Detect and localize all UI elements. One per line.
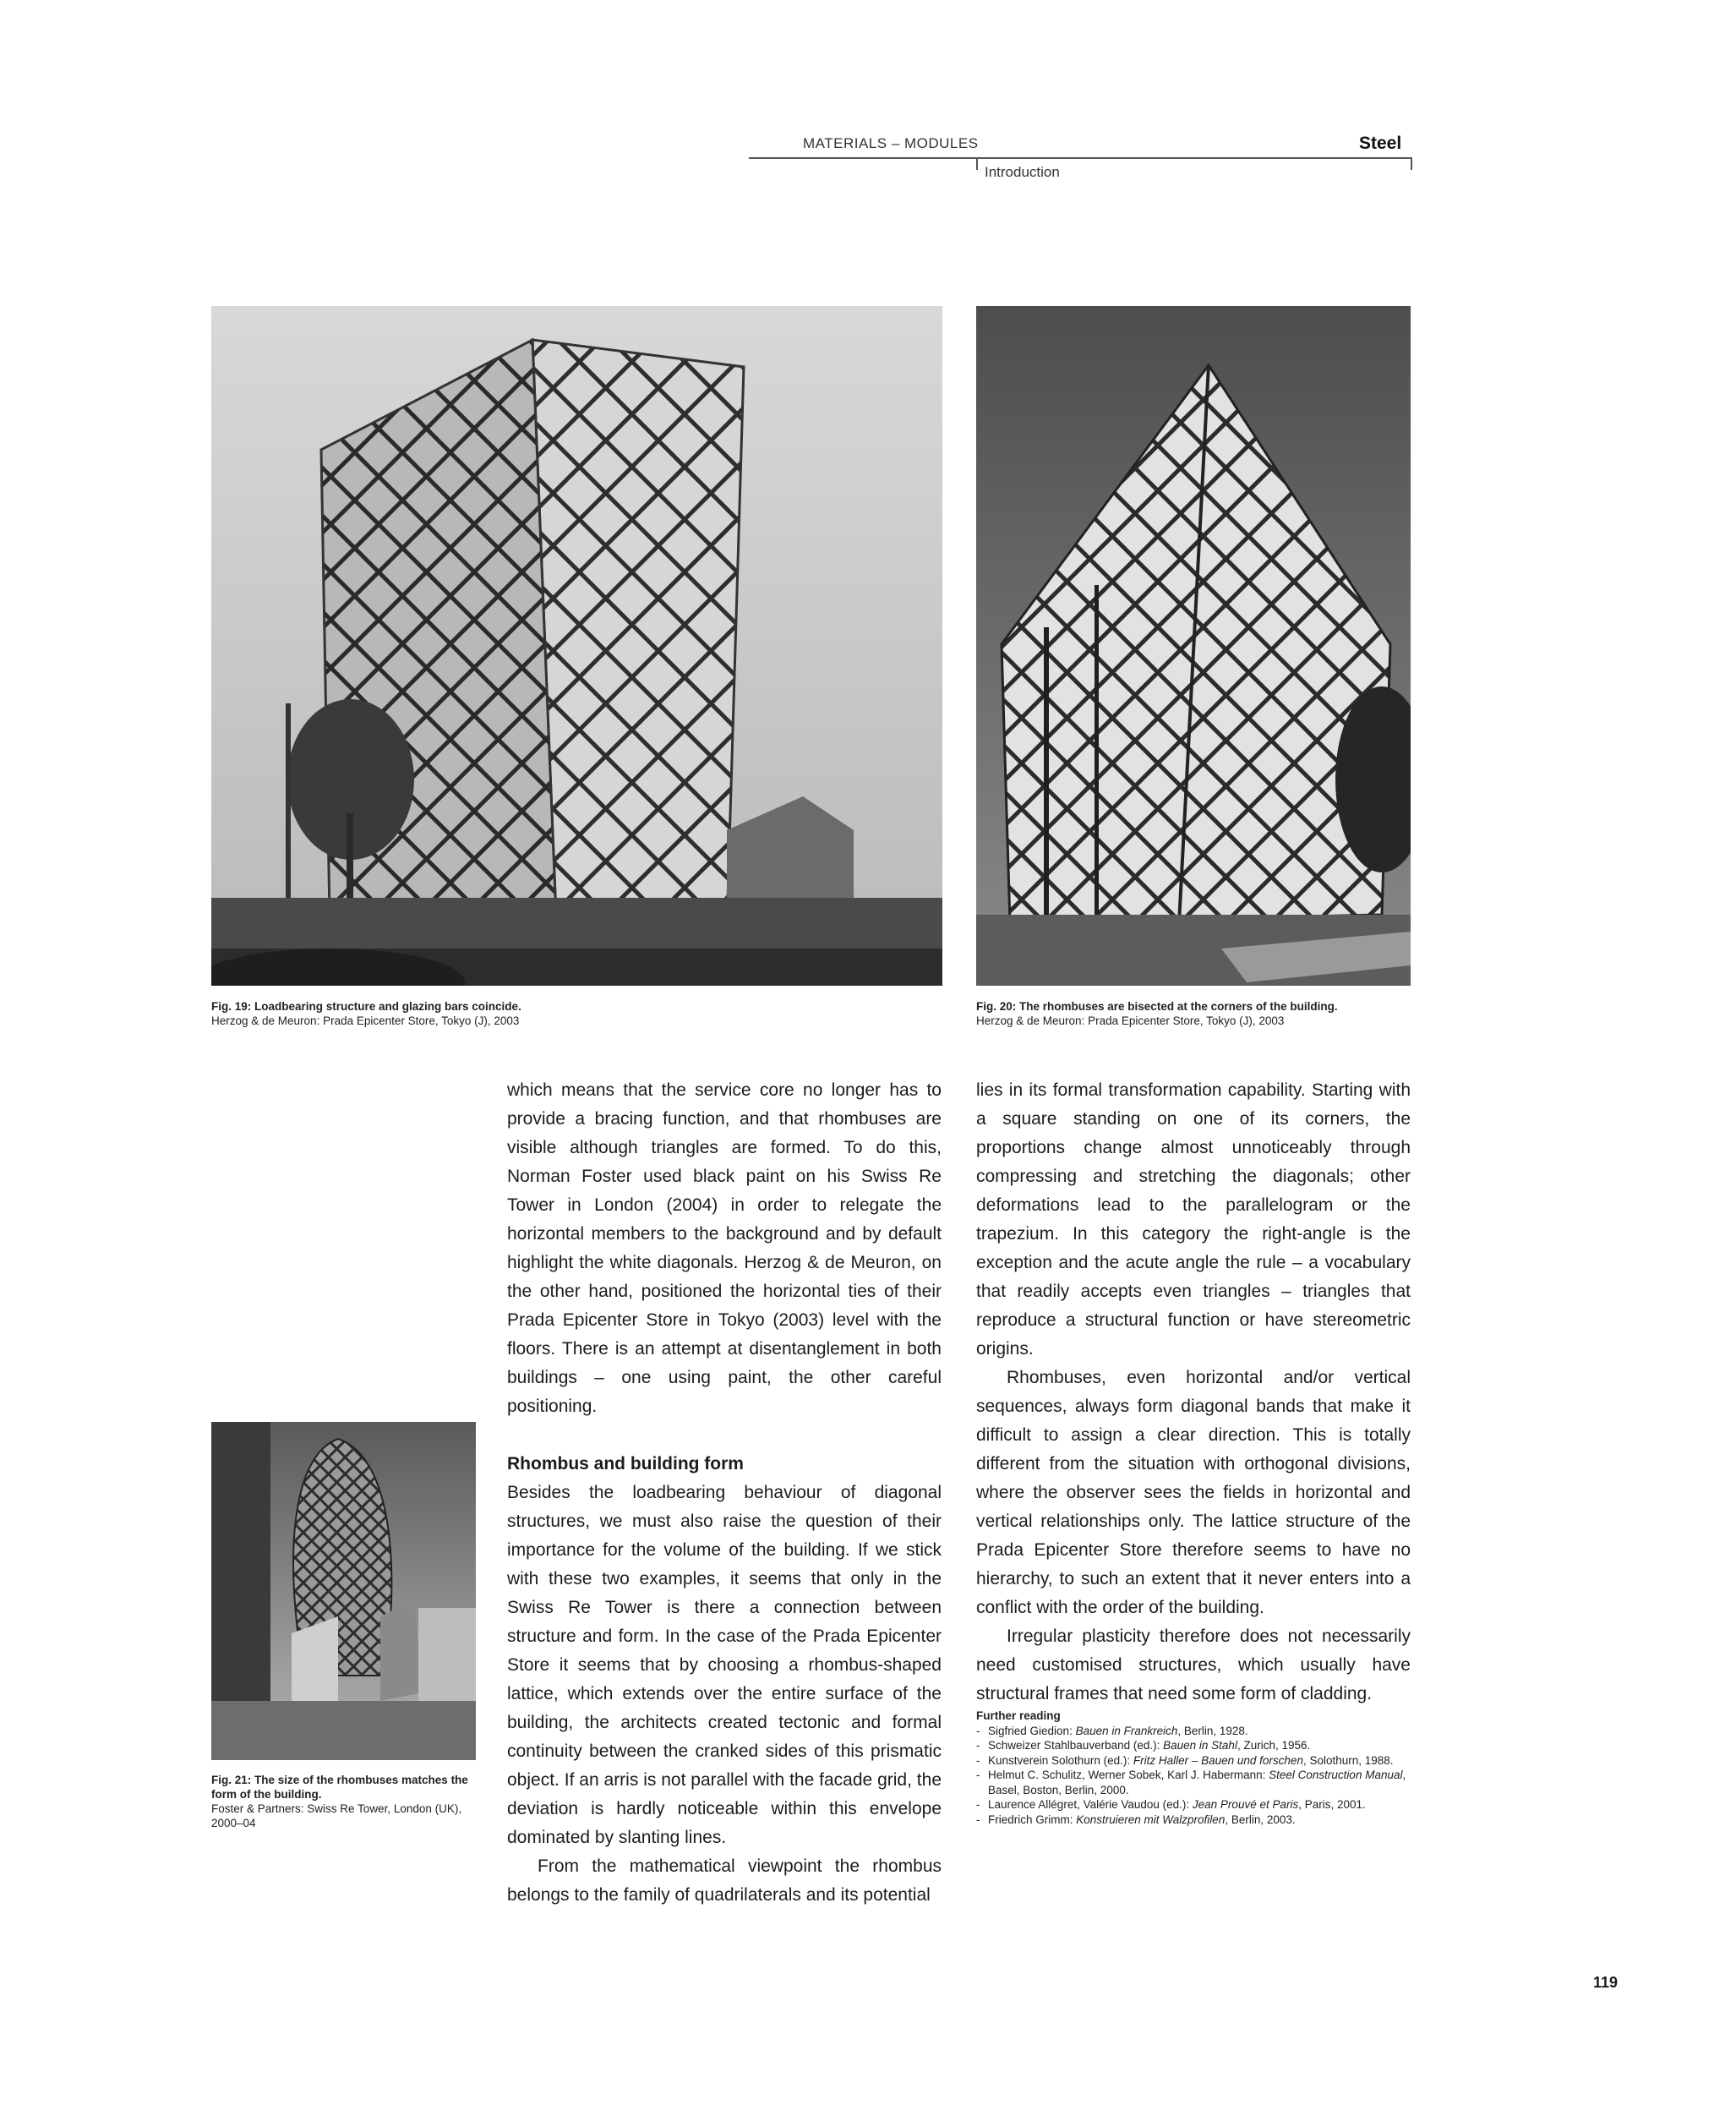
further-reading xyxy=(976,1709,1416,1827)
header-rule xyxy=(749,157,1412,159)
fig20-photo xyxy=(976,306,1411,986)
body-paragraph: Rhombuses, even horizontal and/or vertical sequences, always form diagonal bands that make it difficult to assign a clear direction. This is totally different from the situation with orthogonal divisions, where the observer sees the fields in horizontal and vertical relationships only. The lattice structure of the Prada Epicenter Store therefore seems to have no hierarchy, to such an extent that it never enters into a conflict with the order of the building. xyxy=(976,1368,1411,1617)
body-paragraph: From the mathematical viewpoint the rhombus belongs to the family of quadrilaterals and its potential xyxy=(507,1856,942,1905)
further-reading-list xyxy=(976,1724,1416,1828)
body-column-2 xyxy=(976,1076,1411,1709)
running-header-title: Steel xyxy=(1359,134,1402,153)
fig19-credit: Herzog & de Meuron: Prada Epicenter Store, Tokyo (J), 2003 xyxy=(211,1014,520,1027)
fig21-credit: Foster & Partners: Swiss Re Tower, London (UK), 2000–04 xyxy=(211,1802,462,1829)
paragraph-gap xyxy=(507,1421,942,1450)
body-paragraph: Irregular plasticity therefore does not necessarily need customised structures, which usually have structural frames that need some form of cladding. xyxy=(976,1627,1411,1703)
fig21-photo xyxy=(211,1422,476,1760)
body-paragraph: lies in its formal transformation capability. Starting with a square standing on one of its corners, the proportions change almost unnoticeably through compressing and stretching the diagonals; other deformations lead to the parallelogram or the trapezium. In this category the right-angle is the exception and the acute angle the rule – a vocabulary that readily accepts even triangles – triangles that reproduce a structural function or have stereometric origins. xyxy=(976,1080,1411,1359)
reading-item: - Laurence Allégret, Valérie Vaudou (ed.): Jean Prouvé et Paris, Paris, 2001. xyxy=(976,1797,1416,1813)
reading-item: - Friedrich Grimm: Konstruieren mit Walzprofilen, Berlin, 2003. xyxy=(976,1813,1416,1828)
fig20-credit: Herzog & de Meuron: Prada Epicenter Store, Tokyo (J), 2003 xyxy=(976,1014,1285,1027)
page-number: 119 xyxy=(1593,1974,1619,1991)
header-rule-tick xyxy=(976,158,978,170)
fig21-caption xyxy=(211,1773,482,1830)
fig19-caption xyxy=(211,999,718,1028)
body-paragraph: which means that the service core no longer has to provide a bracing function, and that rhombuses are visible although triangles are formed. To do this, Norman Foster used black paint on his Swiss Re Tower in London (2004) in order to relegate the horizontal members to the background and by default highlight the white diagonals. Herzog & de Meuron, on the other hand, positioned the horizontal ties of their Prada Epicenter Store in Tokyo (2003) level with the floors. There is an attempt at disentanglement in both buildings – one using paint, the other careful positioning. xyxy=(507,1080,942,1416)
body-paragraph: Besides the loadbearing behaviour of diagonal structures, we must also raise the question of their importance for the volume of the building. If we stick with these two examples, it seems that only in the Swiss Re Tower is there a connection between structure and form. In the case of the Prada Epicenter Store it seems that by choosing a rhombus-shaped lattice, which extends over the entire surface of the building, the architects created tectonic and formal continuity between the cranked sides of this prismatic object. If an arris is not parallel with the facade grid, the deviation is hardly noticeable within this envelope dominated by slanting lines. xyxy=(507,1483,942,1847)
header-rule-tick xyxy=(1411,158,1412,170)
reading-item: - Schweizer Stahlbauverband (ed.): Bauen in Stahl, Zurich, 1956. xyxy=(976,1738,1416,1753)
fig20-caption-title: Fig. 20: The rhombuses are bisected at the corners of the building. xyxy=(976,1000,1338,1013)
further-reading-title: Further reading xyxy=(976,1709,1061,1722)
reading-item: - Kunstverein Solothurn (ed.): Fritz Haller – Bauen und forschen, Solothurn, 1988. xyxy=(976,1753,1416,1769)
reading-item: - Helmut C. Schulitz, Werner Sobek, Karl J. Habermann: Steel Construction Manual, Basel, Boston, Berlin, 2000. xyxy=(976,1768,1416,1797)
fig19-photo xyxy=(211,306,942,986)
section-heading: Rhombus and building form xyxy=(507,1454,744,1474)
body-column-1 xyxy=(507,1076,942,1910)
running-header-subsection: Introduction xyxy=(985,164,1060,180)
running-header-section: MATERIALS – MODULES xyxy=(803,135,979,151)
reading-item: - Sigfried Giedion: Bauen in Frankreich, Berlin, 1928. xyxy=(976,1724,1416,1739)
fig19-caption-title: Fig. 19: Loadbearing structure and glazing bars coincide. xyxy=(211,1000,521,1013)
fig21-caption-title: Fig. 21: The size of the rhombuses matches the form of the building. xyxy=(211,1774,468,1801)
fig20-caption xyxy=(976,999,1411,1028)
